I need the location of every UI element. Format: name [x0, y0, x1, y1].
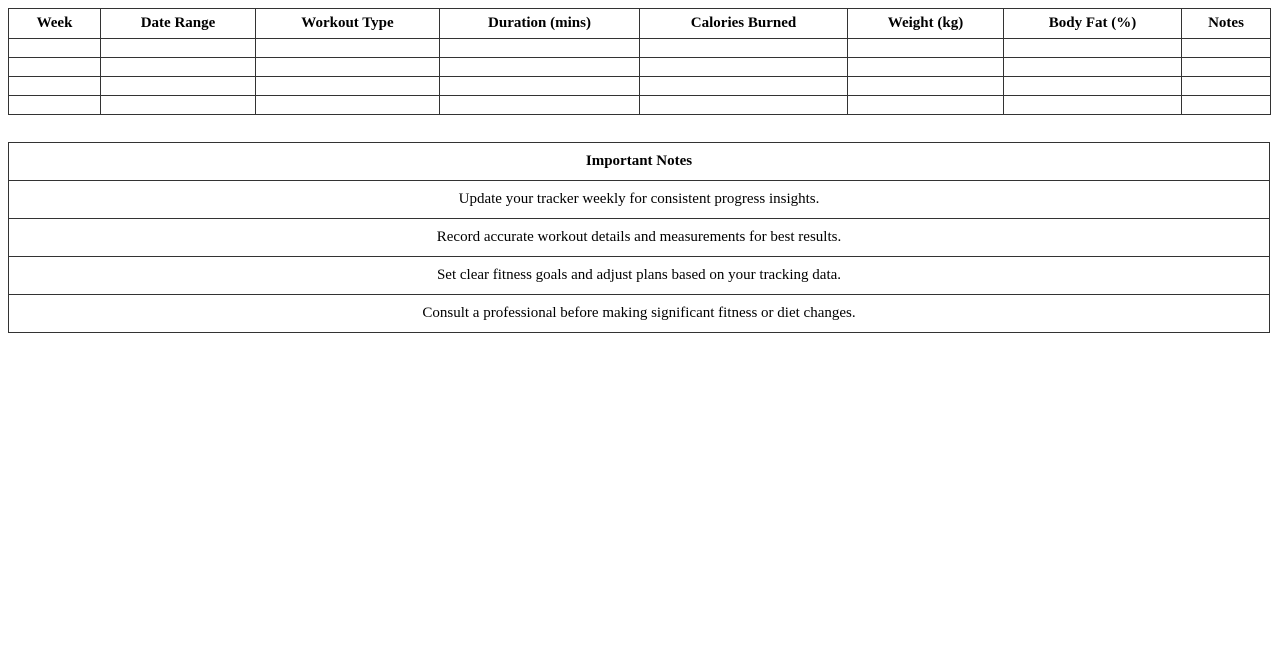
cell-body-fat[interactable] [1004, 39, 1182, 58]
cell-date-range[interactable] [101, 39, 256, 58]
column-header-body-fat: Body Fat (%) [1004, 9, 1182, 39]
cell-date-range[interactable] [101, 96, 256, 115]
table-header-row [9, 9, 1271, 39]
cell-weight[interactable] [848, 39, 1004, 58]
cell-workout-type[interactable] [256, 96, 440, 115]
cell-week[interactable] [9, 77, 101, 96]
column-header-calories-burned: Calories Burned [640, 9, 848, 39]
workout-tracker-table [8, 8, 1271, 115]
cell-week[interactable] [9, 58, 101, 77]
notes-heading: Important Notes [9, 143, 1270, 181]
note-text: Record accurate workout details and measurements for best results. [9, 219, 1270, 257]
cell-calories-burned[interactable] [640, 58, 848, 77]
note-text: Set clear fitness goals and adjust plans based on your tracking data. [9, 257, 1270, 295]
cell-body-fat[interactable] [1004, 96, 1182, 115]
cell-calories-burned[interactable] [640, 77, 848, 96]
column-header-notes: Notes [1182, 9, 1271, 39]
table-row [9, 77, 1271, 96]
table-row [9, 96, 1271, 115]
notes-header-row [9, 143, 1270, 181]
column-header-date-range: Date Range [101, 9, 256, 39]
cell-duration[interactable] [440, 77, 640, 96]
note-text: Update your tracker weekly for consistent progress insights. [9, 181, 1270, 219]
cell-duration[interactable] [440, 96, 640, 115]
section-spacer [8, 115, 1270, 142]
cell-date-range[interactable] [101, 77, 256, 96]
table-row [9, 58, 1271, 77]
cell-notes[interactable] [1182, 58, 1271, 77]
column-header-week: Week [9, 9, 101, 39]
cell-notes[interactable] [1182, 39, 1271, 58]
cell-workout-type[interactable] [256, 58, 440, 77]
note-text: Consult a professional before making significant fitness or diet changes. [9, 295, 1270, 333]
important-notes-table [8, 142, 1270, 333]
cell-calories-burned[interactable] [640, 39, 848, 58]
list-item [9, 295, 1270, 333]
column-header-workout-type: Workout Type [256, 9, 440, 39]
cell-calories-burned[interactable] [640, 96, 848, 115]
table-row [9, 39, 1271, 58]
cell-week[interactable] [9, 39, 101, 58]
column-header-weight: Weight (kg) [848, 9, 1004, 39]
cell-weight[interactable] [848, 96, 1004, 115]
list-item [9, 219, 1270, 257]
list-item [9, 181, 1270, 219]
cell-workout-type[interactable] [256, 39, 440, 58]
cell-duration[interactable] [440, 58, 640, 77]
cell-week[interactable] [9, 96, 101, 115]
cell-notes[interactable] [1182, 96, 1271, 115]
cell-date-range[interactable] [101, 58, 256, 77]
list-item [9, 257, 1270, 295]
cell-body-fat[interactable] [1004, 77, 1182, 96]
cell-duration[interactable] [440, 39, 640, 58]
cell-weight[interactable] [848, 58, 1004, 77]
cell-body-fat[interactable] [1004, 58, 1182, 77]
column-header-duration: Duration (mins) [440, 9, 640, 39]
cell-workout-type[interactable] [256, 77, 440, 96]
cell-notes[interactable] [1182, 77, 1271, 96]
cell-weight[interactable] [848, 77, 1004, 96]
